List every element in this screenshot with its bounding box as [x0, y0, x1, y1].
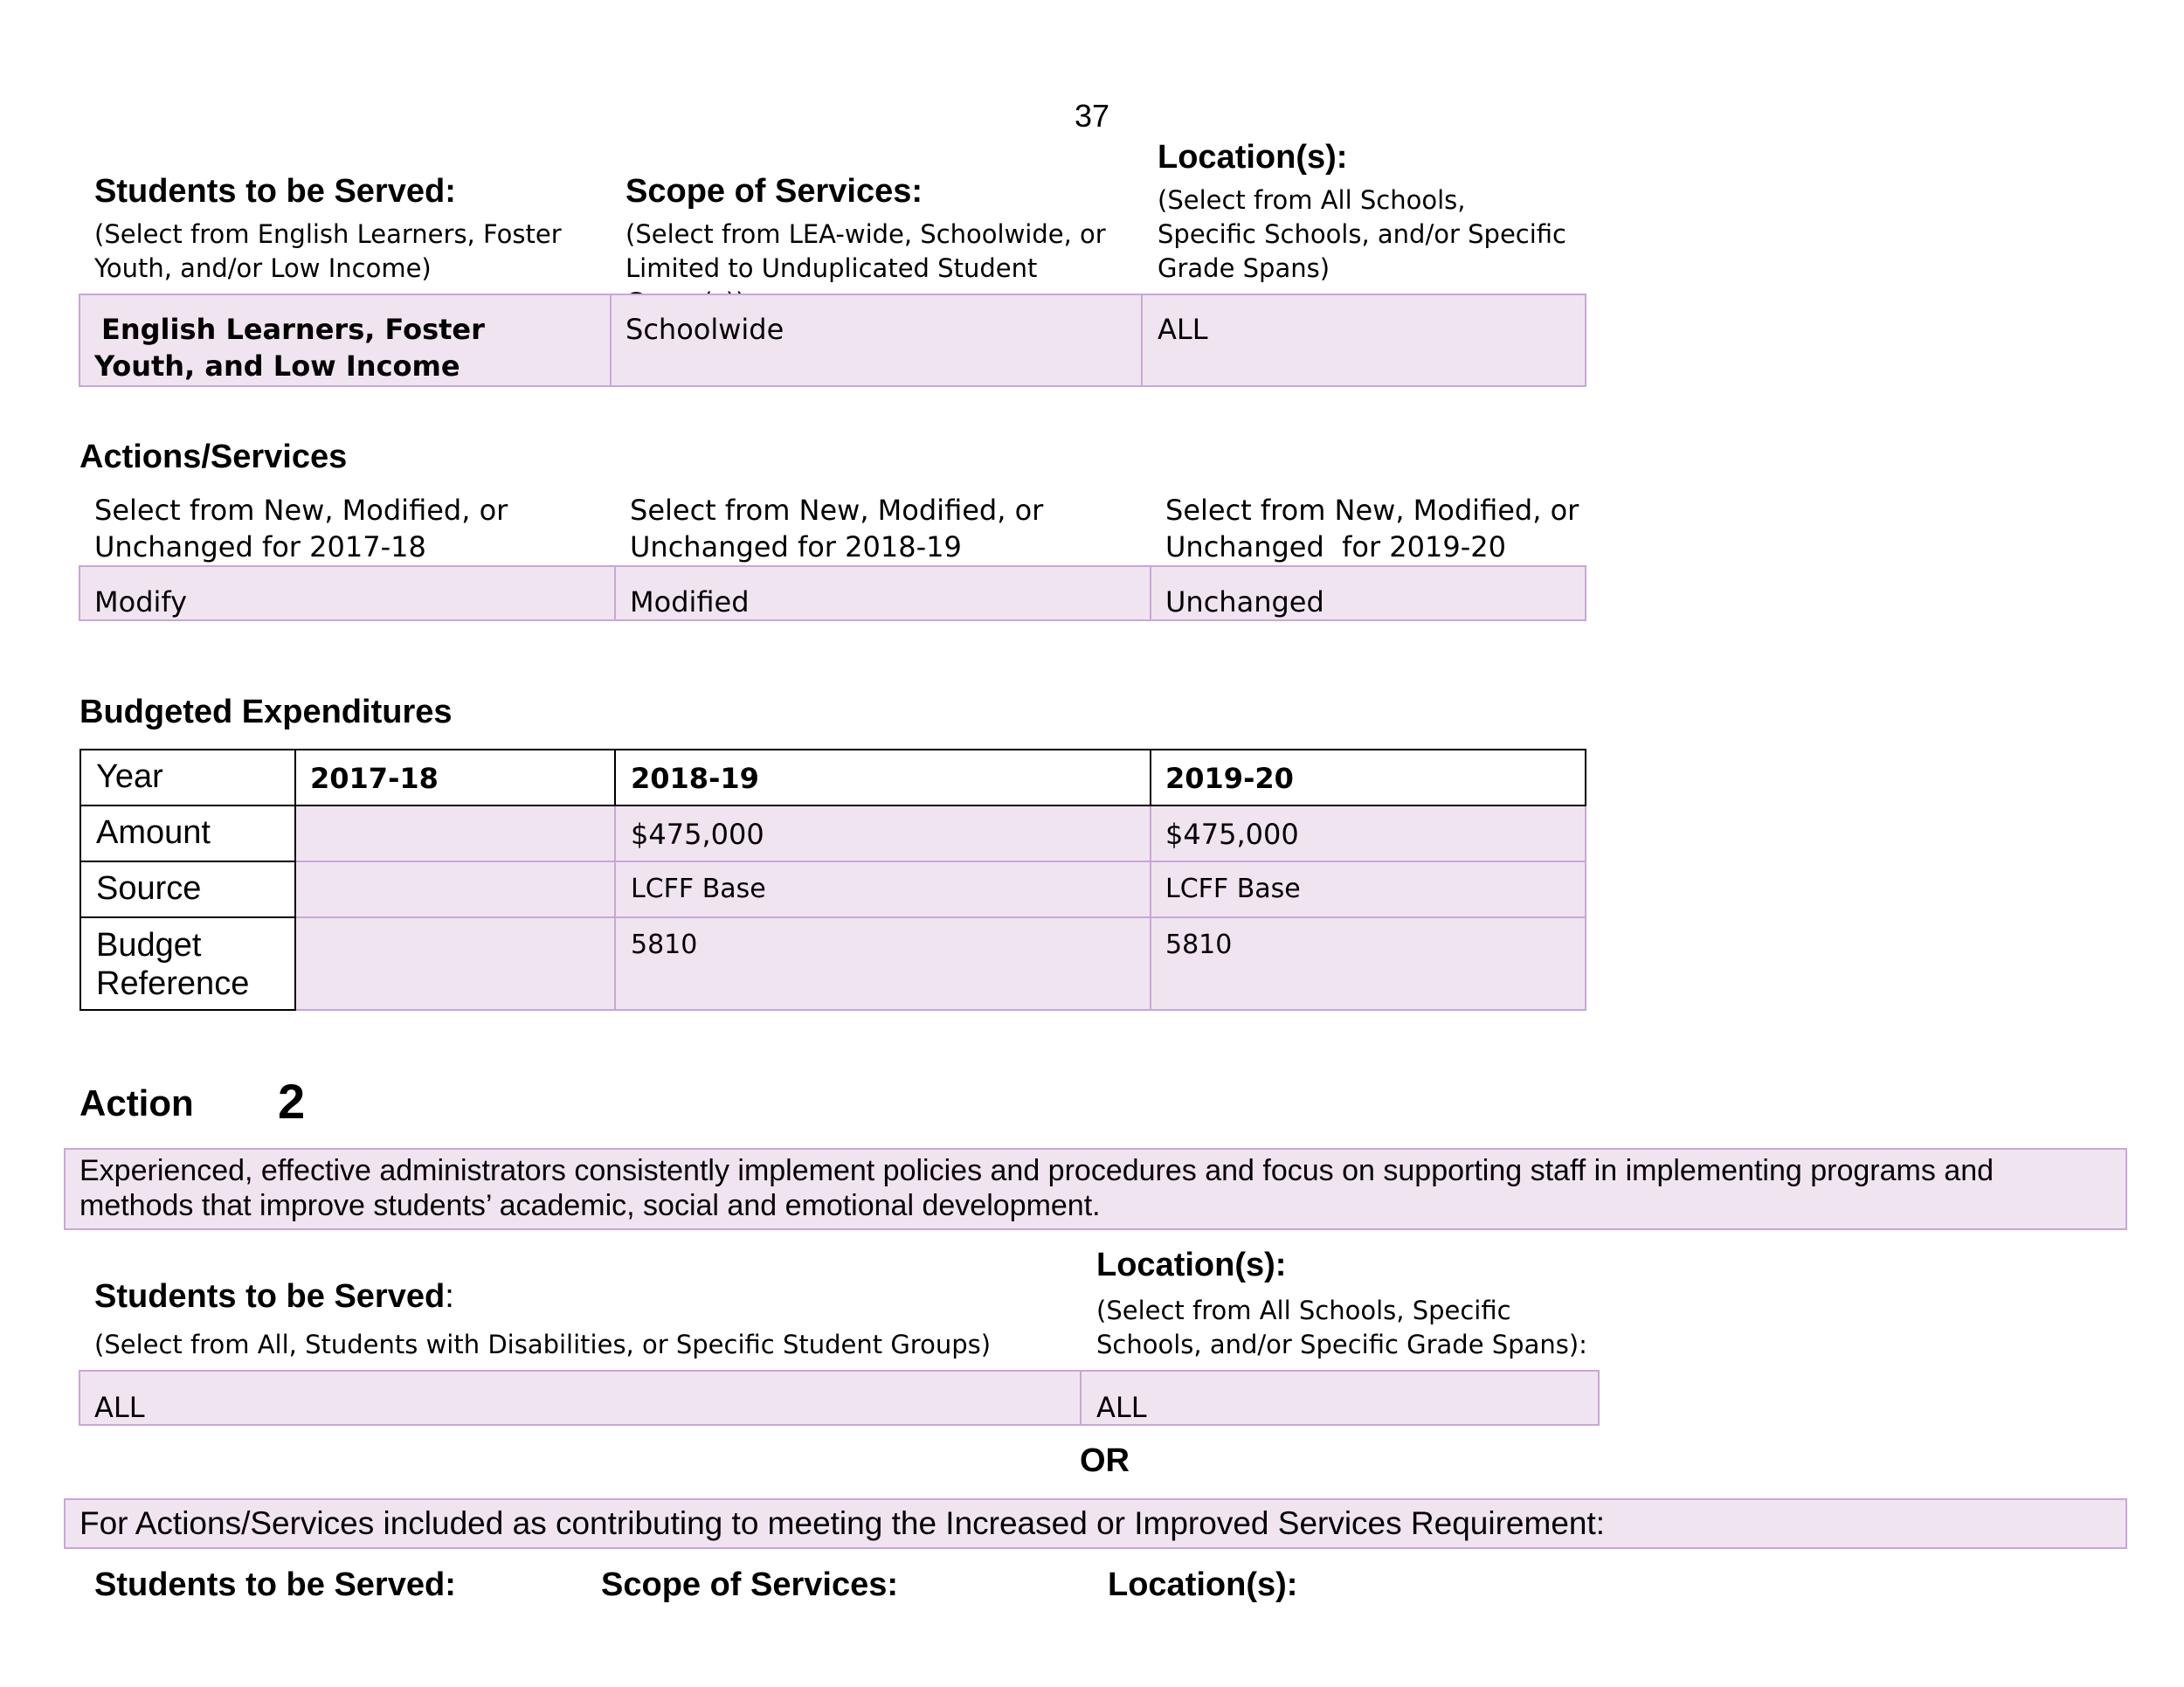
action-label: Action — [79, 1082, 194, 1124]
source-2018-19: LCFF Base — [631, 874, 766, 904]
budget-ref-2019-20: 5810 — [1165, 930, 1233, 960]
year-2019-20: 2019-20 — [1165, 762, 1294, 795]
actions-value-row — [79, 565, 1586, 621]
action-description: Experienced, effective administrators consistently implement policies and procedures and focus on supporting staff in implementing programs and methods that improve students’ academic, social and emotional development. — [79, 1154, 1994, 1222]
action2-location-hint: (Select from All Schools, Specific Schools, and/or Specific Grade Spans): — [1096, 1296, 1587, 1359]
location-heading: Location(s): — [1158, 139, 1348, 176]
year-2018-19: 2018-19 — [631, 762, 759, 795]
budget-ref-2018-19: 5810 — [631, 930, 698, 960]
increased-services-note: For Actions/Services included as contributing to meeting the Increased or Improved Services Requirement: — [79, 1505, 1606, 1541]
page-number: 37 — [1075, 98, 1110, 134]
budget-heading: Budgeted Expenditures — [79, 694, 453, 730]
students-value: English Learners, Foster Youth, and Low Income — [94, 313, 485, 383]
action2-location-heading: Location(s): — [1096, 1247, 1287, 1283]
students-hint: (Select from English Learners, Foster Youth, and/or Low Income) — [94, 219, 562, 283]
scope-heading: Scope of Services: — [625, 173, 923, 210]
amount-2018-19: $475,000 — [631, 818, 764, 851]
bottom-students-heading: Students to be Served: — [94, 1566, 456, 1603]
amount-2019-20: $475,000 — [1165, 818, 1299, 851]
actions-col3-value: Unchanged — [1165, 585, 1324, 619]
year-2017-18: 2017-18 — [310, 762, 439, 795]
action2-students-hint: (Select from All, Students with Disabilities, or Specific Student Groups) — [94, 1330, 992, 1359]
action2-value-row — [79, 1370, 1600, 1426]
action2-students-heading-text: Students to be Served — [94, 1278, 446, 1315]
action2-students-heading-colon: : — [445, 1278, 454, 1315]
budget-ref-label-line2: Reference — [96, 965, 250, 1002]
source-2019-20: LCFF Base — [1165, 874, 1301, 904]
location-hint: (Select from All Schools, Specific Schools, and/or Specific Grade Spans) — [1158, 185, 1566, 283]
actions-col3-hint: Select from New, Modified, or Unchanged for 2019-20 — [1165, 494, 1588, 563]
budget-ref-label — [96, 926, 249, 1003]
actions-services-heading: Actions/Services — [79, 439, 348, 475]
bottom-scope-heading: Scope of Services: — [601, 1566, 899, 1603]
or-label: OR — [1080, 1442, 1130, 1479]
scope-value: Schoolwide — [625, 313, 784, 346]
students-heading: Students to be Served: — [94, 173, 456, 210]
scope-hint: (Select from LEA-wide, Schoolwide, or Limited to Unduplicated Student — [625, 219, 1106, 283]
action2-students-value: ALL — [94, 1391, 145, 1424]
action2-location-value: ALL — [1096, 1391, 1147, 1424]
actions-col1-value: Modify — [94, 585, 188, 619]
actions-col1-hint: Select from New, Modified, or Unchanged for 2017-18 — [94, 494, 508, 563]
actions-col2-hint: Select from New, Modified, or Unchanged for 2018-19 — [630, 494, 1044, 563]
action-number: 2 — [278, 1074, 306, 1129]
actions-col2-value: Modified — [630, 585, 750, 619]
location-value: ALL — [1158, 313, 1208, 346]
year-label: Year — [96, 758, 163, 795]
bottom-location-heading: Location(s): — [1108, 1566, 1298, 1603]
amount-label: Amount — [96, 814, 211, 851]
action2-students-heading — [94, 1278, 454, 1316]
source-label: Source — [96, 870, 202, 907]
budget-ref-label-line1: Budget — [96, 927, 202, 964]
